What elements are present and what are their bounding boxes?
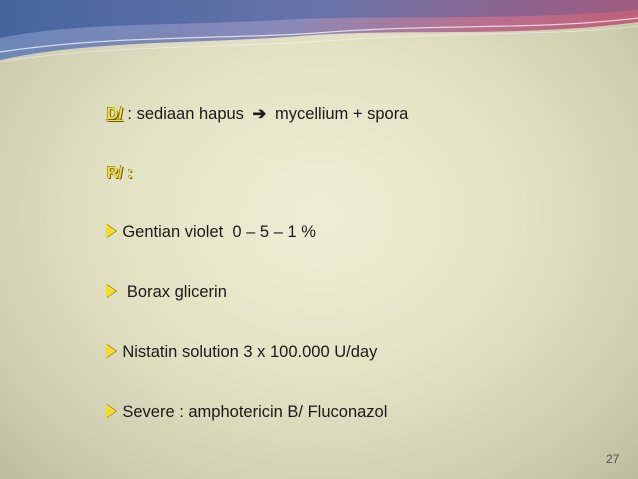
- page-number: 27: [606, 452, 620, 466]
- diagnosis-result: mycellium + spora: [270, 105, 409, 123]
- arrow-right-icon: ➔: [252, 105, 267, 123]
- diagnosis-text: : sediaan hapus: [122, 105, 249, 123]
- arrow-bullet-icon: [106, 284, 116, 298]
- list-item: [88, 262, 227, 322]
- therapy-label: R/ :: [106, 164, 133, 182]
- list-item-text: Borax glicerin: [122, 283, 227, 301]
- list-item: [88, 202, 316, 262]
- list-item: [88, 382, 387, 442]
- diagnosis-label: D/: [106, 105, 123, 123]
- list-item-text: Severe : amphotericin B/ Fluconazol: [122, 403, 388, 421]
- arrow-bullet-icon: [106, 224, 116, 238]
- arrow-bullet-icon: [106, 404, 116, 418]
- list-item-text: Gentian violet 0 – 5 – 1 %: [122, 223, 316, 241]
- arrow-bullet-icon: [106, 344, 116, 358]
- list-item: [88, 322, 377, 382]
- decorative-header-band: [0, 0, 638, 70]
- list-item-text: Nistatin solution 3 x 100.000 U/day: [122, 343, 378, 361]
- therapy-heading: [88, 143, 133, 203]
- diagnosis-line: [88, 84, 408, 144]
